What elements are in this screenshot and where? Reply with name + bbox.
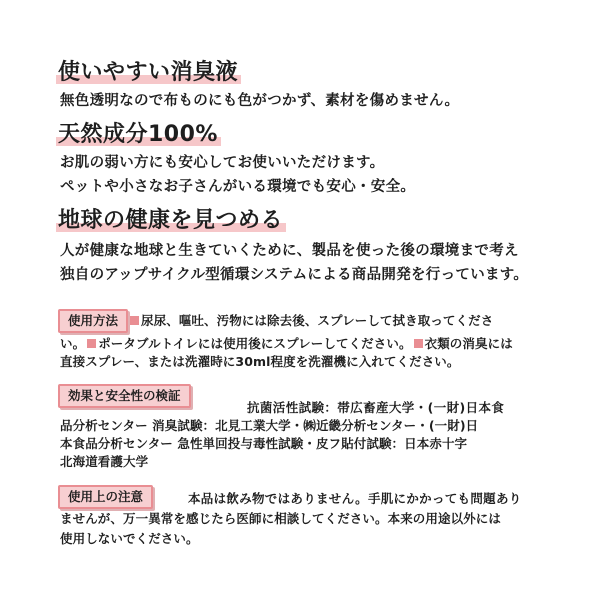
section3-line-1: 人が健康な地球と生きていくために、製品を使った後の環境まで考え xyxy=(60,243,519,259)
caution-line-1: 本品は飲み物ではありません。手肌にかかっても問題あり xyxy=(188,491,522,506)
bullet-square-icon xyxy=(130,316,139,325)
effects-line-4: 北海道看護大学 xyxy=(60,454,149,469)
caution-tag-wrap xyxy=(58,485,153,509)
usage-line-3: 直接スプレー、または洗濯時に30ml程度を洗濯機に入れてください。 xyxy=(60,354,460,369)
bullet-square-icon xyxy=(414,339,423,348)
usage-line-2-c: 衣類の消臭には xyxy=(424,336,513,351)
effects-tag: 効果と安全性の検証 xyxy=(58,384,191,408)
heading-easy-to-use: 使いやすい消臭液 xyxy=(56,60,241,86)
usage-line-1: 尿尿、嘔吐、汚物には除去後、スプレーして拭き取ってくださ xyxy=(141,313,494,328)
effects-line-1: 抗菌活性試験：帯広畜産大学・(一財)日本食 xyxy=(247,400,505,415)
caution-line-2: ませんが、万一異常を感じたら医師に相談してください。本来の用途以外には xyxy=(60,511,502,526)
effects-line-3: 本食品分析センター 急性単回投与毒性試験・皮フ貼付試験：日本赤十字 xyxy=(60,436,468,451)
heading-earth-health: 地球の健康を見つめる xyxy=(56,208,286,234)
section1-line-1: 無色透明なので布ものにも色がつかず、素材を傷めません。 xyxy=(60,93,460,109)
bullet-square-icon xyxy=(87,339,96,348)
usage-row-1 xyxy=(58,309,493,333)
caution-line-3: 使用しないでください。 xyxy=(60,531,199,546)
section2-line-1: お肌の弱い方にも安心してお使いいただけます。 xyxy=(60,155,385,171)
usage-tag: 使用方法 xyxy=(58,309,128,333)
caution-tag: 使用上の注意 xyxy=(58,485,153,509)
effects-line-2: 品分析センター 消臭試験：北見工業大学・㈱近畿分析センター・(一財)日 xyxy=(60,418,479,433)
effects-tag-wrap xyxy=(58,384,191,408)
usage-line-2-a: い。 xyxy=(60,336,86,351)
usage-line-2-b: ポータブルトイレには使用後にスプレーしてください。 xyxy=(98,336,412,351)
usage-row-2 xyxy=(60,335,513,353)
section3-line-2: 独自のアップサイクル型循環システムによる商品開発を行っています。 xyxy=(60,267,529,283)
section2-line-2: ペットや小さなお子さんがいる環境でも安心・安全。 xyxy=(60,179,416,195)
heading-natural-ingredients: 天然成分100% xyxy=(56,122,221,148)
